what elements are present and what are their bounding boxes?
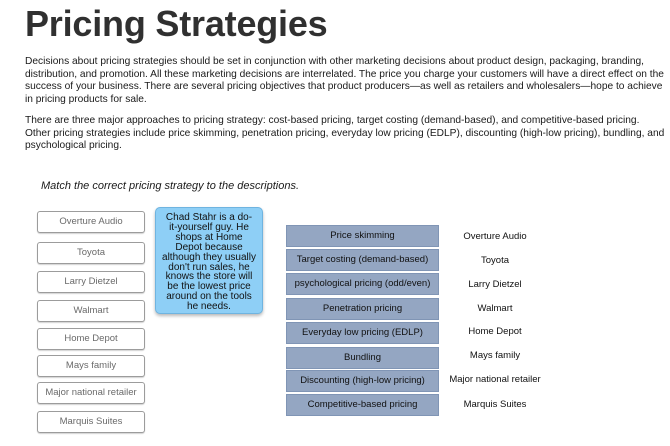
answer-chip-larry-dietzel[interactable]: Larry Dietzel — [37, 271, 145, 293]
strategy-psychological-pricing[interactable]: psychological pricing (odd/even) — [286, 273, 439, 295]
answer-chip-overture-audio[interactable]: Overture Audio — [37, 211, 145, 233]
matched-answer[interactable]: Major national retailer — [449, 374, 541, 385]
answer-chip-mays-family[interactable]: Mays family — [37, 355, 145, 377]
matched-answer[interactable]: Home Depot — [468, 326, 522, 337]
strategies-paragraph: There are three major approaches to pricing strategy: cost-based pricing, target costing (demand-based), and competitive-based pricing. Other pricing strategies include price skimming, penetration pricing, everyday low pricing (EDLP), discounting (high-low pricing), bundling, and psychological pricing. — [25, 115, 665, 151]
matched-answer[interactable]: Larry Dietzel — [468, 279, 522, 290]
answer-chip-marquis-suites[interactable]: Marquis Suites — [37, 411, 145, 433]
matched-answer[interactable]: Toyota — [481, 255, 509, 266]
description-card[interactable]: Chad Stahr is a do-it-yourself guy. He shops at Home Depot because although they usually don't run sales, he knows the store will be the lowest price around on the tools he needs. — [155, 207, 263, 314]
strategy-target-costing[interactable]: Target costing (demand-based) — [286, 249, 439, 271]
strategy-competitive-based[interactable]: Competitive-based pricing — [286, 394, 439, 416]
strategy-penetration-pricing[interactable]: Penetration pricing — [286, 298, 439, 320]
answer-chip-toyota[interactable]: Toyota — [37, 242, 145, 264]
intro-paragraph: Decisions about pricing strategies should be set in conjunction with other marketing decisions about product design, packaging, branding, distribution, and promotion. All these marketing decisions are interrelated. The price you charge your customers will have a direct effect on the success of your business. There are several pricing objectives that product producers—as well as retailers and wholesalers—hope to achieve in pricing products for sale. — [25, 56, 664, 105]
strategy-bundling[interactable]: Bundling — [286, 347, 439, 369]
strategy-price-skimming[interactable]: Price skimming — [286, 225, 439, 247]
matched-answer[interactable]: Overture Audio — [463, 231, 527, 242]
answer-chip-home-depot[interactable]: Home Depot — [37, 328, 145, 350]
answer-chip-major-national-retailer[interactable]: Major national retailer — [37, 382, 145, 404]
strategy-discounting[interactable]: Discounting (high-low pricing) — [286, 370, 439, 392]
page-title: Pricing Strategies — [25, 3, 328, 44]
answer-chip-walmart[interactable]: Walmart — [37, 300, 145, 322]
activity-instructions: Match the correct pricing strategy to the descriptions. — [41, 180, 300, 192]
matched-answer[interactable]: Walmart — [477, 303, 513, 314]
matched-answer[interactable]: Mays family — [469, 350, 521, 361]
matched-answer[interactable]: Marquis Suites — [463, 399, 527, 410]
strategy-edlp[interactable]: Everyday low pricing (EDLP) — [286, 322, 439, 344]
